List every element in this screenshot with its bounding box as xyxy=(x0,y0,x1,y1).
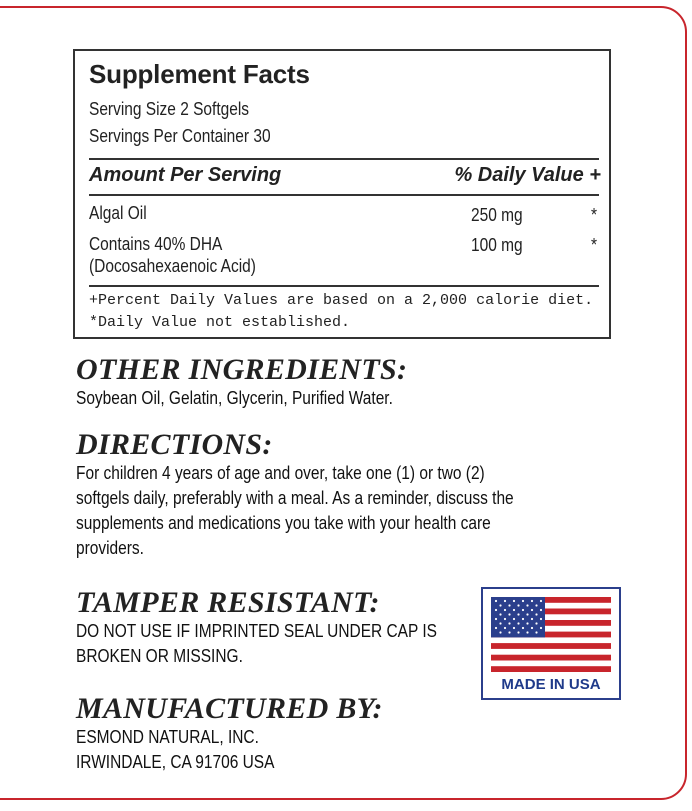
ingredient-subname: (Docosahexaenoic Acid) xyxy=(89,256,256,276)
tamper-line: DO NOT USE IF IMPRINTED SEAL UNDER CAP IS xyxy=(76,621,437,641)
manufacturer-name: ESMOND NATURAL, INC. xyxy=(76,727,259,747)
footnote-not-established: *Daily Value not established. xyxy=(89,314,351,331)
supplement-facts-panel xyxy=(73,49,611,339)
ingredient-name: Algal Oil xyxy=(89,203,147,223)
us-flag-icon xyxy=(491,597,611,672)
ingredient-name: Contains 40% DHA xyxy=(89,234,223,254)
tamper-resistant-text xyxy=(76,619,437,669)
tamper-resistant-heading: TAMPER RESISTANT: xyxy=(76,586,380,619)
daily-value-header: % Daily Value + xyxy=(454,164,601,186)
rule-thick-top xyxy=(89,158,599,160)
manufactured-by-heading: MANUFACTURED BY: xyxy=(76,692,383,725)
manufacturer-location: IRWINDALE, CA 91706 USA xyxy=(76,752,275,772)
directions-line: For children 4 years of age and over, take one (1) or two (2) xyxy=(76,463,485,483)
ingredient-dv: * xyxy=(591,235,598,255)
tamper-line: BROKEN OR MISSING. xyxy=(76,646,243,666)
made-in-usa-badge xyxy=(481,587,621,700)
made-in-usa-text: MADE IN USA xyxy=(501,676,601,693)
amount-per-serving-header: Amount Per Serving xyxy=(89,164,282,186)
ingredient-amount: 250 mg xyxy=(471,205,523,225)
supplement-facts-title: Supplement Facts xyxy=(89,59,310,89)
manufacturer-address xyxy=(76,725,274,775)
servings-per-container: Servings Per Container 30 xyxy=(89,126,271,146)
directions-heading: DIRECTIONS: xyxy=(76,428,273,461)
ingredient-dv: * xyxy=(591,205,598,225)
footnote-daily-values: +Percent Daily Values are based on a 2,000 calorie diet. xyxy=(89,292,594,309)
directions-line: supplements and medications you take with your health care xyxy=(76,513,491,533)
rule-footnote-top xyxy=(89,285,599,287)
other-ingredients-text: Soybean Oil, Gelatin, Glycerin, Purified Water. xyxy=(76,388,393,408)
other-ingredients-heading: OTHER INGREDIENTS: xyxy=(76,353,408,386)
directions-line: softgels daily, preferably with a meal. As a reminder, discuss the xyxy=(76,488,514,508)
serving-size: Serving Size 2 Softgels xyxy=(89,99,250,119)
rule-header-bottom xyxy=(89,194,599,196)
directions-text xyxy=(76,461,618,561)
ingredient-amount: 100 mg xyxy=(471,235,523,255)
directions-line: providers. xyxy=(76,538,144,558)
